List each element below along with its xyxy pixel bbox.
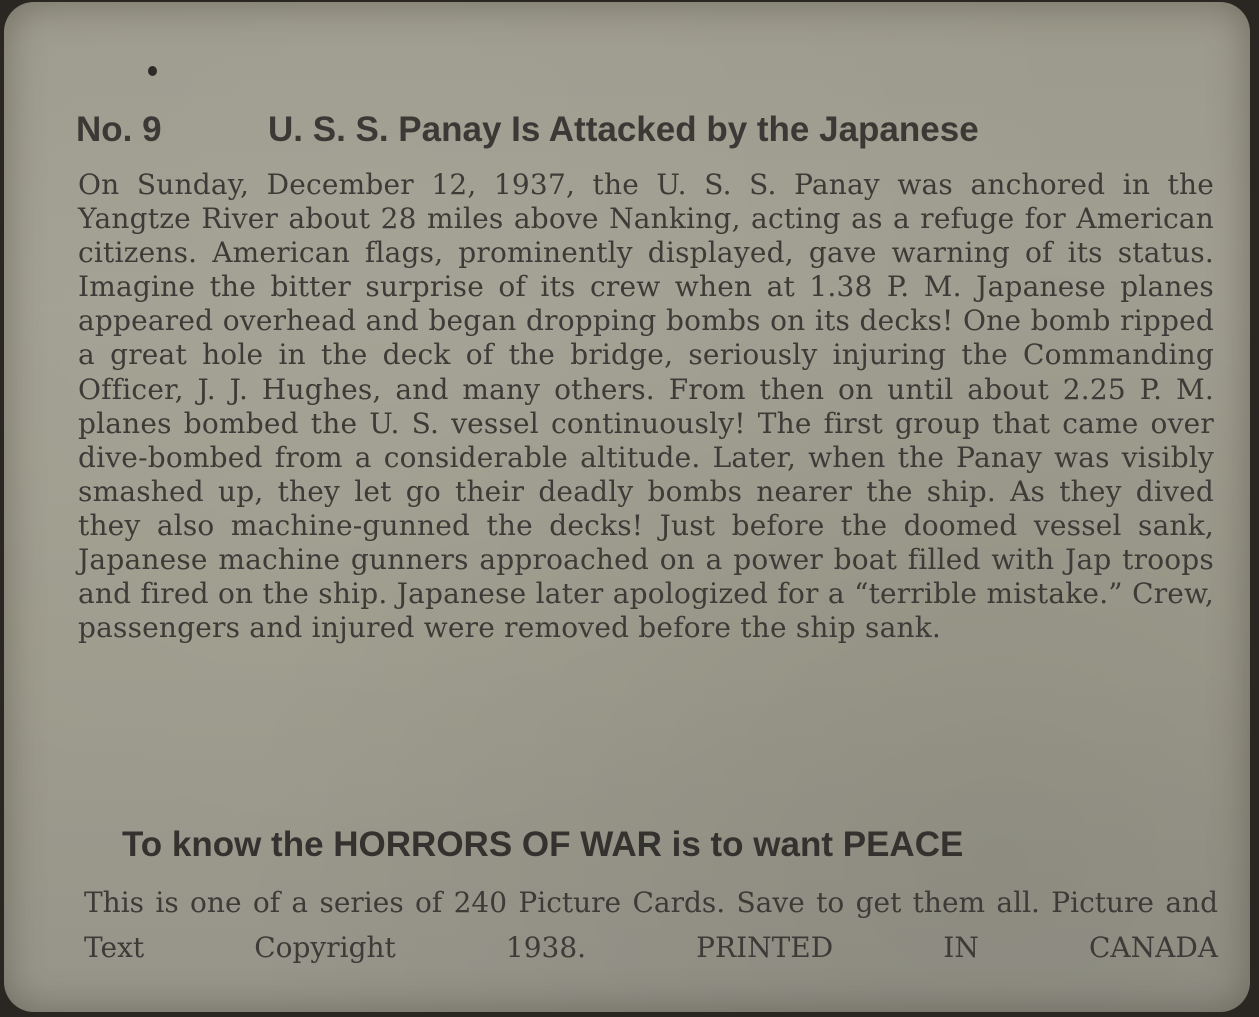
card-title: U. S. S. Panay Is Attacked by the Japanese <box>268 110 979 149</box>
card-header <box>76 110 1196 166</box>
card-footer-text: This is one of a series of 240 Picture Cards. Save to get them all. Picture and Text Copyright 1938. PRINTED IN CANADA <box>84 886 1218 964</box>
trading-card-back <box>4 2 1250 1012</box>
card-number: No. 9 <box>76 110 162 149</box>
ink-speck <box>148 66 157 76</box>
card-body-text: On Sunday, December 12, 1937, the U. S. S. Panay was anchored in the Yangtze River about 28 miles above Nanking, acting as a refuge for American citizens. American flags, prominently displayed, gave warning of its status. Imagine the bitter surprise of its crew when at 1.38 P. M. Japanese planes appeared overhead and began dropping bombs on its decks! One bomb ripped a great hole in the deck of the bridge, seriously injuring the Commanding Officer, J. J. Hughes, and many others. From then on until about 2.25 P. M. planes bombed the U. S. vessel continuously! The first group that came over dive-bombed from a considerable altitude. Later, when the Panay was visibly smashed up, they let go their deadly bombs nearer the ship. As they dived they also machine-gunned the decks! Just before the doomed vessel sank, Japanese machine gunners approached on a power boat filled with Jap troops and fired on the ship. Japanese later apologized for a “terrible mistake.” Crew, passengers and injured were removed before the ship sank. <box>78 168 1214 645</box>
card-slogan: To know the HORRORS OF WAR is to want PEACE <box>122 825 964 864</box>
